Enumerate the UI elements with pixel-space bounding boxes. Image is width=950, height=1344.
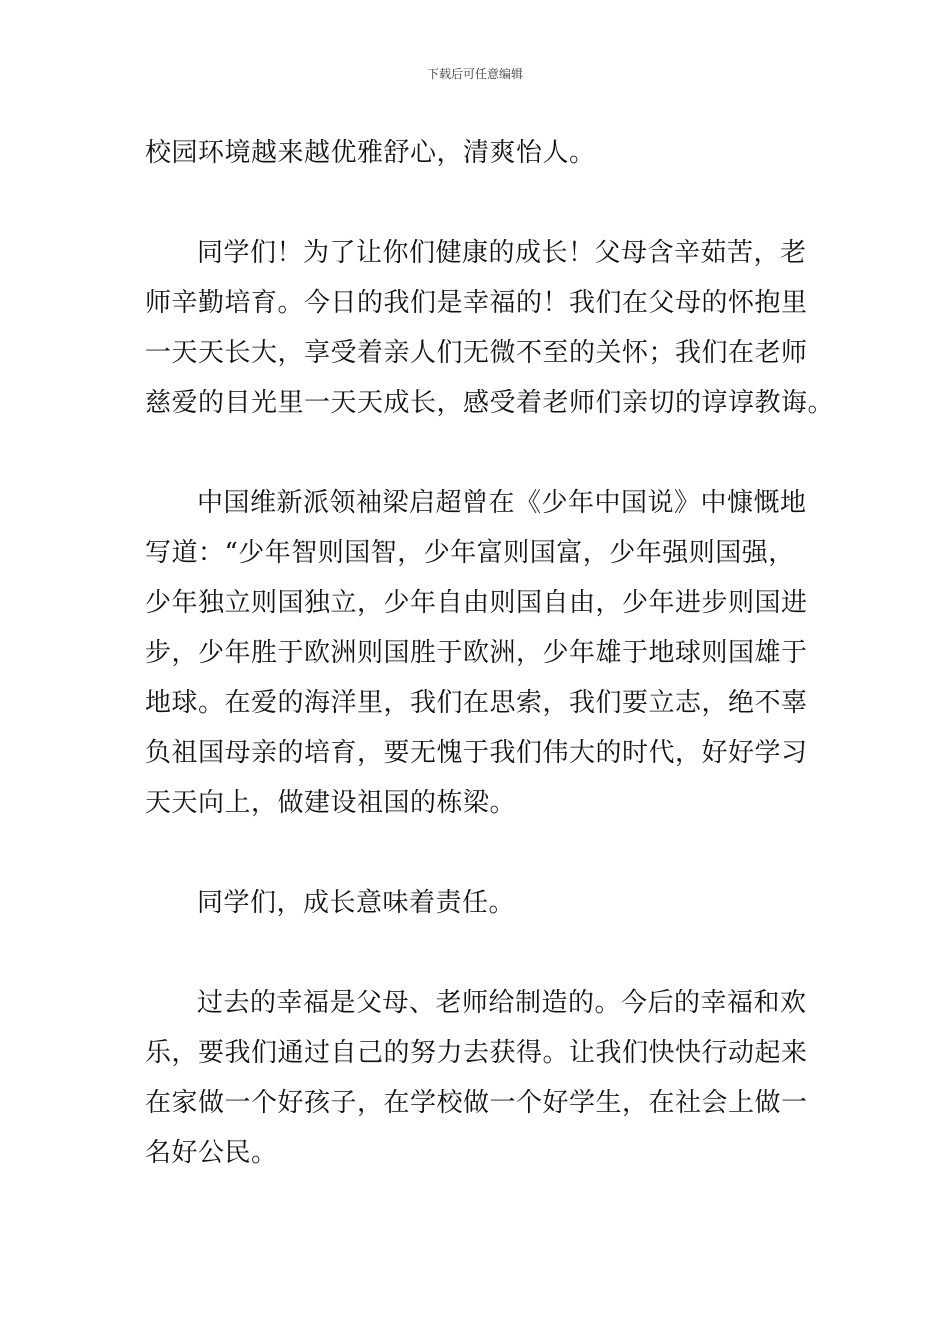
paragraph-gap [145,428,809,478]
text-line: 天天向上，做建设祖国的栋梁。 [145,788,517,818]
text-line: 步，少年胜于欧洲则国胜于欧洲，少年雄于地球则国雄于 [145,638,808,668]
text-line: 同学们！为了让你们健康的成长！父母含辛茹苦，老 [197,238,807,268]
text-line: 同学们，成长意味着责任。 [197,888,516,918]
text-line: 名好公民。 [145,1138,278,1168]
text-line: 一天天长大，享受着亲人们无微不至的关怀；我们在老师 [145,338,808,368]
text-line: 写道：“少年智则国智，少年富则国富，少年强则国强， [145,538,795,568]
document-body [145,128,835,1178]
text-line: 校园环境越来越优雅舒心，清爽怡人。 [145,138,596,168]
text-line: 少年独立则国独立，少年自由则国自由，少年进步则国进 [145,588,808,618]
paragraph-4 [145,878,809,928]
text-line: 在家做一个好孩子，在学校做一个好学生，在社会上做一 [145,1088,808,1118]
paragraph-gap [145,828,809,878]
text-line: 乐，要我们通过自己的努力去获得。让我们快快行动起来 [145,1038,808,1068]
paragraph-2 [145,228,835,428]
page-header: 下载后可任意编辑 [426,67,523,81]
paragraph-gap [145,928,809,978]
text-line: 地球。在爱的海洋里，我们在思索，我们要立志，绝不辜 [145,688,808,718]
paragraph-3 [145,478,809,828]
text-line: 师辛勤培育。今日的我们是幸福的！我们在父母的怀抱里 [145,288,808,318]
paragraph-gap [145,178,809,228]
text-line: 过去的幸福是父母、老师给制造的。今后的幸福和欢 [197,988,807,1018]
text-line: 中国维新派领袖梁启超曾在《少年中国说》中慷慨地 [197,488,807,518]
text-line: 慈爱的目光里一天天成长，感受着老师们亲切的谆谆教诲。 [145,388,835,418]
paragraph-1 [145,128,809,178]
text-line: 负祖国母亲的培育，要无愧于我们伟大的时代，好好学习 [145,738,808,768]
paragraph-5 [145,978,809,1178]
